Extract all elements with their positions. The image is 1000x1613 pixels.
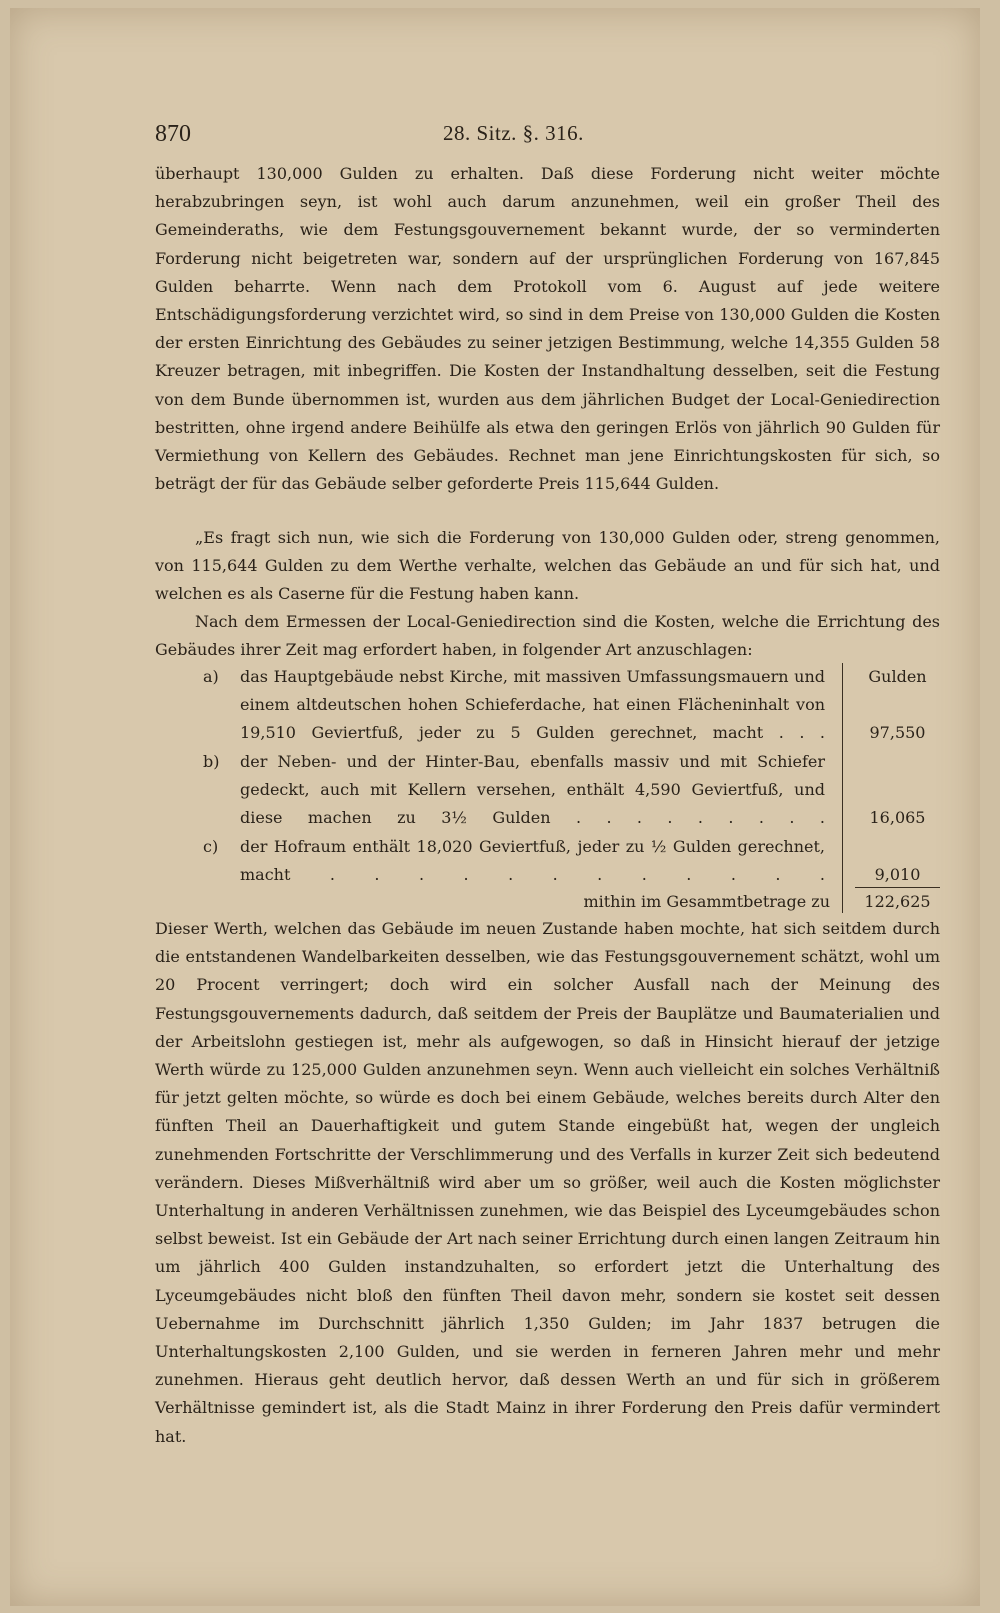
item-value-b: 16,065 — [869, 808, 926, 827]
running-head: 28. Sitz. §. 316. — [443, 121, 584, 145]
sum-rule — [855, 887, 940, 888]
total-value: 122,625 — [864, 892, 931, 911]
paragraph-4: Dieser Werth, welchen das Gebäude im neuen Zustande haben mochte, hat sich seitdem durch die entstandenen Wandelbarkeiten desselben, wie das Festungsgouvernement schätzt, wohl um 20 Procent verringert; doch wird ein solcher Ausfall nach der Meinung des Festungsgouvernements dadurch, daß seitdem der Preis der Bauplätze und Baumaterialien und der Arbeitslohn gestiegen ist, mehr als aufgewogen, so daß in Hinsicht hierauf der jetzige Werth würde zu 125,000 Gulden anzunehmen seyn. Wenn auch vielleicht ein solches Verhältniß für jetzt gelten möchte, so würde es doch bei einem Gebäude, welches bereits durch Alter den fünften Theil an Dauerhaftigkeit und gutem Stande eingebüßt hat, wegen der ungleich zunehmenden Fortschritte der Verschlimmerung und des Verfalls in kurzer Zeit sich bedeutend verändern. Dieses Mißverhältniß wird aber um so größer, weil auch die Kosten möglichster Unterhaltung in anderen Verhältnissen zunehmen, wie das Beispiel des Lyceumgebäudes schon selbst beweist. Ist ein Gebäude der Art nach seiner Errichtung durch einen langen Zeitraum hin um jährlich 400 Gulden instandzuhalten, so erfordert jetzt die Unterhaltung des Lyceumgebäudes nicht bloß den fünften Theil davon mehr, sondern sie kostet seit dessen Uebernahme im Durchschnitt jährlich 1,350 Gulden; im Jahr 1837 betrugen die Unterhaltungskosten 2,100 Gulden, und sie werden in ferneren Jahren mehr und mehr zunehmen. Hieraus geht deutlich hervor, daß dessen Werth an und für sich in größerem Verhältnisse gemindert ist, als die Stadt Mainz in ihrer Forderung den Preis dafür vermindert hat. — [155, 919, 940, 1446]
paragraph-3: Nach dem Ermessen der Local-Geniedirection sind die Kosten, welche die Errichtung des Gebäudes ihrer Zeit mag erfordert haben, in folgender Art anzuschlagen: — [155, 612, 940, 660]
item-text: der Hofraum enthält 18,020 Geviertfuß, jeder zu ½ Gulden gerechnet, macht . . . . . . . . . . . . — [240, 837, 825, 885]
item-letter: a) — [203, 667, 219, 686]
unit-label: Gulden — [868, 667, 927, 686]
page-header — [155, 121, 935, 153]
page-number: 870 — [155, 121, 191, 147]
column-divider — [842, 663, 843, 913]
total-label: mithin im Gesammtbetrage zu — [583, 892, 830, 911]
item-text: das Hauptgebäude nebst Kirche, mit massiven Umfassungsmauern und einem altdeutschen hohen Schieferdache, hat einen Flächeninhalt von 19,510 Geviertfuß, jeder zu 5 Gulden gerechnet, macht . . . — [240, 667, 825, 743]
item-value-a: 97,550 — [869, 723, 926, 742]
cost-calculation-table — [155, 663, 940, 913]
item-letter: c) — [203, 837, 219, 856]
paragraph-2: „Es fragt sich nun, wie sich die Forderung von 130,000 Gulden oder, streng genommen, von 115,644 Gulden zu dem Werthe verhalte, welchen das Gebäude an und für sich hat, und welchen es als Caserne für die Festung haben kann. — [155, 528, 940, 604]
item-text: der Neben- und der Hinter-Bau, ebenfalls massiv und mit Schiefer gedeckt, auch mit Kellern versehen, enthält 4,590 Geviertfuß, und diese machen zu 3½ Gulden . . . . . . . . . — [240, 752, 825, 828]
item-letter: b) — [203, 752, 220, 771]
item-value-c: 9,010 — [874, 865, 921, 884]
paragraph-1: überhaupt 130,000 Gulden zu erhalten. Daß diese Forderung nicht weiter möchte herabzubringen seyn, ist wohl auch darum anzunehmen, weil ein großer Theil des Gemeinderaths, wie dem Festungsgouvernement bekannt wurde, der so verminderten Forderung nicht beigetreten war, sondern auf der ursprünglichen Forderung von 167,845 Gulden beharrte. Wenn nach dem Protokoll vom 6. August auf jede weitere Entschädigungsforderung verzichtet wird, so sind in dem Preise von 130,000 Gulden die Kosten der ersten Einrichtung des Gebäudes zu seiner jetzigen Bestimmung, welche 14,355 Gulden 58 Kreuzer betragen, mit inbegriffen. Die Kosten der Instandhaltung desselben, seit die Festung von dem Bunde übernommen ist, wurden aus dem jährlichen Budget der Local-Geniedirection bestritten, ohne irgend andere Beihülfe als etwa den geringen Erlös von jährlich 90 Gulden für Vermiethung von Kellern des Gebäudes. Rechnet man jene Einrichtungskosten für sich, so beträgt der für das Gebäude selber geforderte Preis 115,644 Gulden. — [155, 164, 940, 494]
